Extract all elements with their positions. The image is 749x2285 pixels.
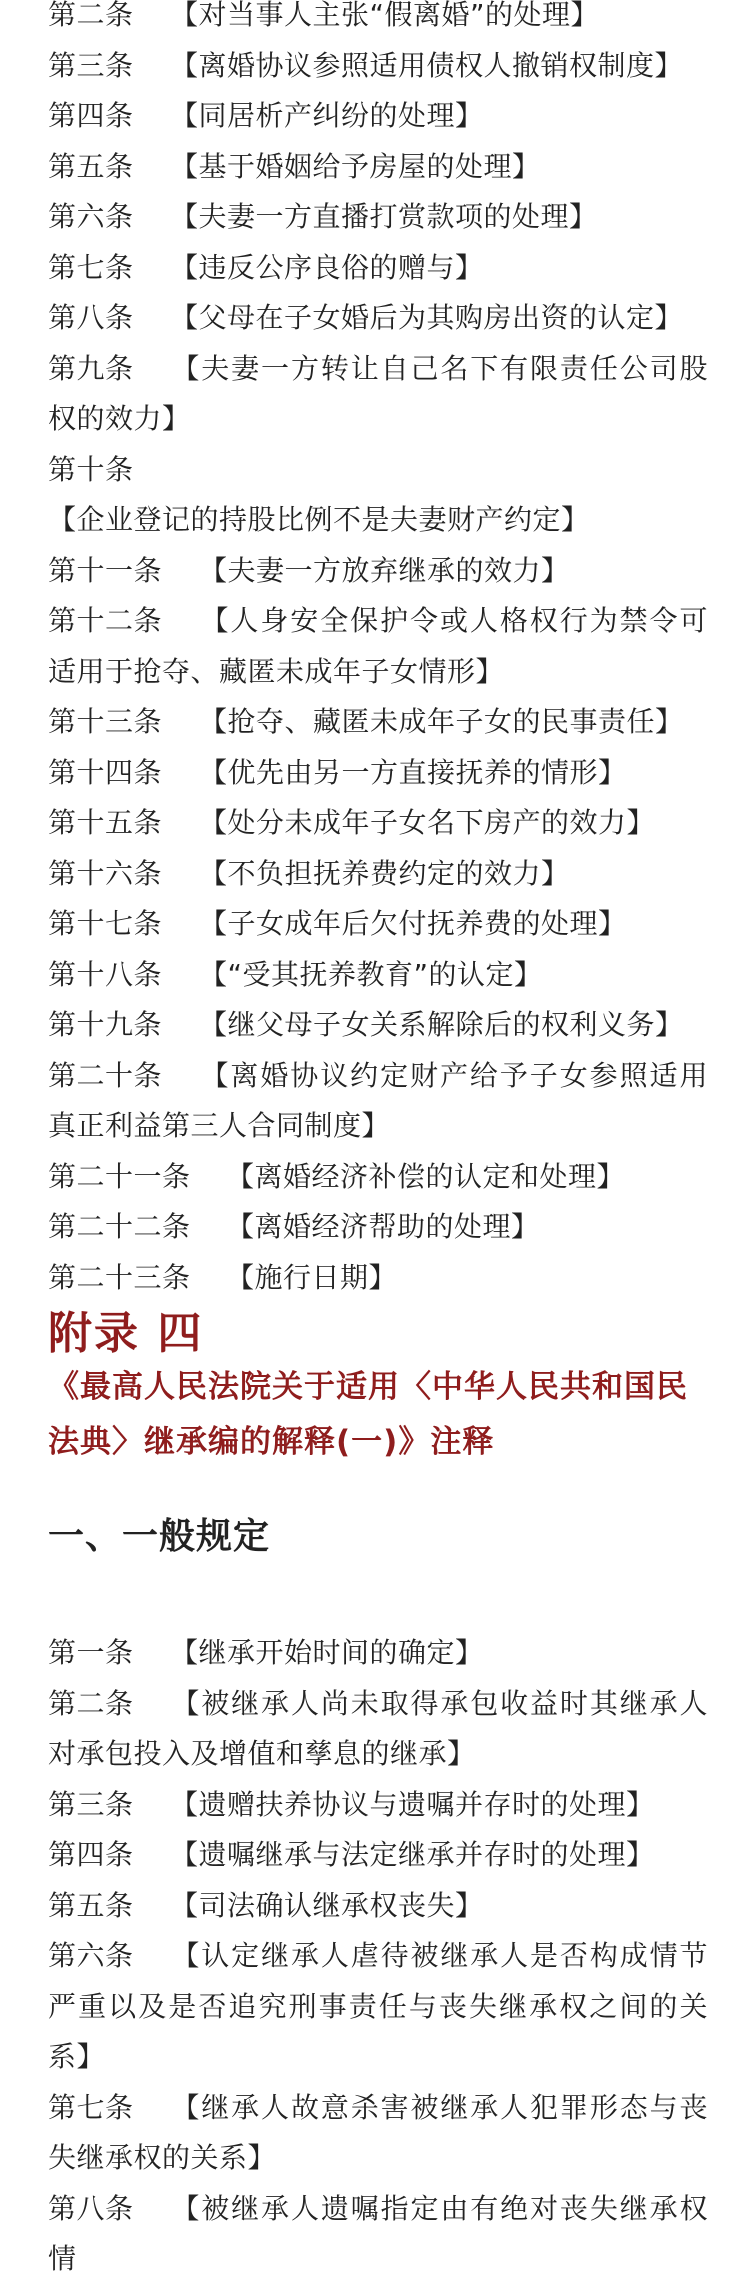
article-title: 【被继承人尚未取得承包收益时其继承人对承包投入及增值和孳息的继承】 [48, 1686, 708, 1770]
article-entry [48, 798, 708, 849]
article-entry [48, 1202, 708, 1253]
article-title: 【夫妻一方放弃继承的效力】 [199, 553, 570, 587]
article-title: 【子女成年后欠付抚养费的处理】 [199, 907, 627, 940]
article-number: 第二条 [48, 0, 134, 31]
article-title: 【不负担抚养费约定的效力】 [199, 856, 570, 890]
article-number: 第二十条 [48, 1058, 163, 1092]
article-number: 第六条 [48, 200, 134, 233]
appendix-header [48, 1308, 708, 1470]
article-entry [48, 243, 708, 294]
article-title: 【夫妻一方直播打赏款项的处理】 [170, 200, 598, 233]
article-title: 【施行日期】 [226, 1260, 398, 1294]
article-title: 【处分未成年子女名下房产的效力】 [199, 806, 656, 839]
article-number: 第六条 [48, 1939, 134, 1972]
article-entry [48, 950, 708, 1001]
article-number: 第十三条 [48, 705, 163, 738]
article-entry [48, 293, 708, 344]
article-number: 第二十二条 [48, 1210, 191, 1243]
article-number: 第十七条 [48, 907, 163, 940]
article-number: 第十二条 [48, 604, 163, 637]
article-number: 第二条 [48, 1686, 134, 1720]
article-title: 【遗赠扶养协议与遗嘱并存时的处理】 [170, 1787, 655, 1821]
article-number: 第十八条 [48, 957, 163, 991]
appendix-title: 《最高人民法院关于适用〈中华人民共和国民法典〉继承编的解释(一)》注释 [48, 1369, 688, 1460]
article-number: 第五条 [48, 1888, 134, 1922]
article-entry [48, 1000, 708, 1051]
article-title: 【继承人故意杀害被继承人犯罪形态与丧失继承权的关系】 [48, 2090, 708, 2174]
article-title: 【父母在子女婚后为其购房出资的认定】 [170, 301, 684, 334]
article-entry [48, 41, 708, 92]
article-number: 第七条 [48, 2090, 134, 2124]
article-number: 第二十一条 [48, 1159, 191, 1193]
article-title: 【离婚经济帮助的处理】 [226, 1210, 540, 1243]
article-title: 【继承开始时间的确定】 [170, 1636, 484, 1669]
article-entry [48, 1628, 708, 1679]
appendix-label: 附录 四 [48, 1308, 204, 1359]
article-title: 【离婚协议约定财产给予子女参照适用真正利益第三人合同制度】 [48, 1058, 708, 1142]
article-entry [48, 899, 708, 950]
article-title: 【抢夺、藏匿未成年子女的民事责任】 [199, 705, 684, 738]
section-heading: 一、一般规定 [48, 1515, 271, 1557]
article-list-inheritance [48, 1628, 708, 2285]
article-list-marriage [48, 0, 708, 1303]
article-title: 【“受其抚养教育”的认定】 [199, 957, 543, 991]
article-number: 第十条 [48, 452, 134, 486]
article-number: 第四条 [48, 99, 134, 132]
article-number: 第十九条 [48, 1008, 163, 1041]
article-title: 【司法确认继承权丧失】 [170, 1888, 484, 1922]
article-title: 【离婚经济补偿的认定和处理】 [226, 1159, 626, 1193]
article-number: 第十五条 [48, 806, 163, 839]
article-entry [48, 1780, 708, 1831]
article-number: 第八条 [48, 2191, 134, 2225]
article-title: 【夫妻一方转让自己名下有限责任公司股权的效力】 [48, 351, 708, 435]
article-entry [48, 1881, 708, 1932]
article-entry [48, 697, 708, 748]
article-title: 【对当事人主张“假离婚”的处理】 [170, 0, 600, 31]
article-title: 【违反公序良俗的赠与】 [170, 250, 484, 284]
article-entry [48, 192, 708, 243]
article-entry [48, 1253, 708, 1304]
article-title: 【同居析产纠纷的处理】 [170, 99, 484, 132]
article-entry [48, 2083, 708, 2184]
article-entry [48, 1051, 708, 1152]
article-number: 第三条 [48, 48, 134, 82]
article-number: 第一条 [48, 1636, 134, 1669]
article-number: 第八条 [48, 301, 134, 334]
article-title: 【离婚协议参照适用债权人撤销权制度】 [170, 48, 684, 82]
article-number: 第四条 [48, 1838, 134, 1871]
article-entry [48, 2184, 708, 2285]
article-number: 第七条 [48, 250, 134, 284]
article-number: 第十四条 [48, 755, 163, 789]
article-entry [48, 748, 708, 799]
article-entry [48, 1830, 708, 1881]
article-entry [48, 596, 708, 697]
article-title: 【遗嘱继承与法定继承并存时的处理】 [170, 1838, 655, 1871]
article-title: 【企业登记的持股比例不是夫妻财产约定】 [48, 503, 590, 536]
article-entry [48, 1931, 708, 2083]
article-title: 【人身安全保护令或人格权行为禁令可适用于抢夺、藏匿未成年子女情形】 [48, 604, 708, 688]
article-title: 【认定继承人虐待被继承人是否构成情节严重以及是否追究刑事责任与丧失继承权之间的关系】 [48, 1939, 708, 2073]
article-title: 【优先由另一方直接抚养的情形】 [199, 755, 627, 789]
article-entry [48, 0, 708, 41]
article-number: 第五条 [48, 149, 134, 183]
article-entry [48, 142, 708, 193]
article-entry [48, 91, 708, 142]
article-title: 【基于婚姻给予房屋的处理】 [170, 149, 541, 183]
article-number: 第三条 [48, 1787, 134, 1821]
article-title: 【继父母子女关系解除后的权利义务】 [199, 1008, 684, 1041]
article-number: 第十一条 [48, 553, 163, 587]
article-entry [48, 546, 708, 597]
article-entry [48, 344, 708, 445]
article-entry [48, 445, 708, 546]
article-entry [48, 1152, 708, 1203]
article-entry [48, 1679, 708, 1780]
article-number: 第二十三条 [48, 1260, 191, 1294]
article-number: 第十六条 [48, 856, 163, 890]
article-number: 第九条 [48, 351, 134, 385]
article-entry [48, 849, 708, 900]
article-title: 【被继承人遗嘱指定由有绝对丧失继承权情 [48, 2191, 708, 2275]
